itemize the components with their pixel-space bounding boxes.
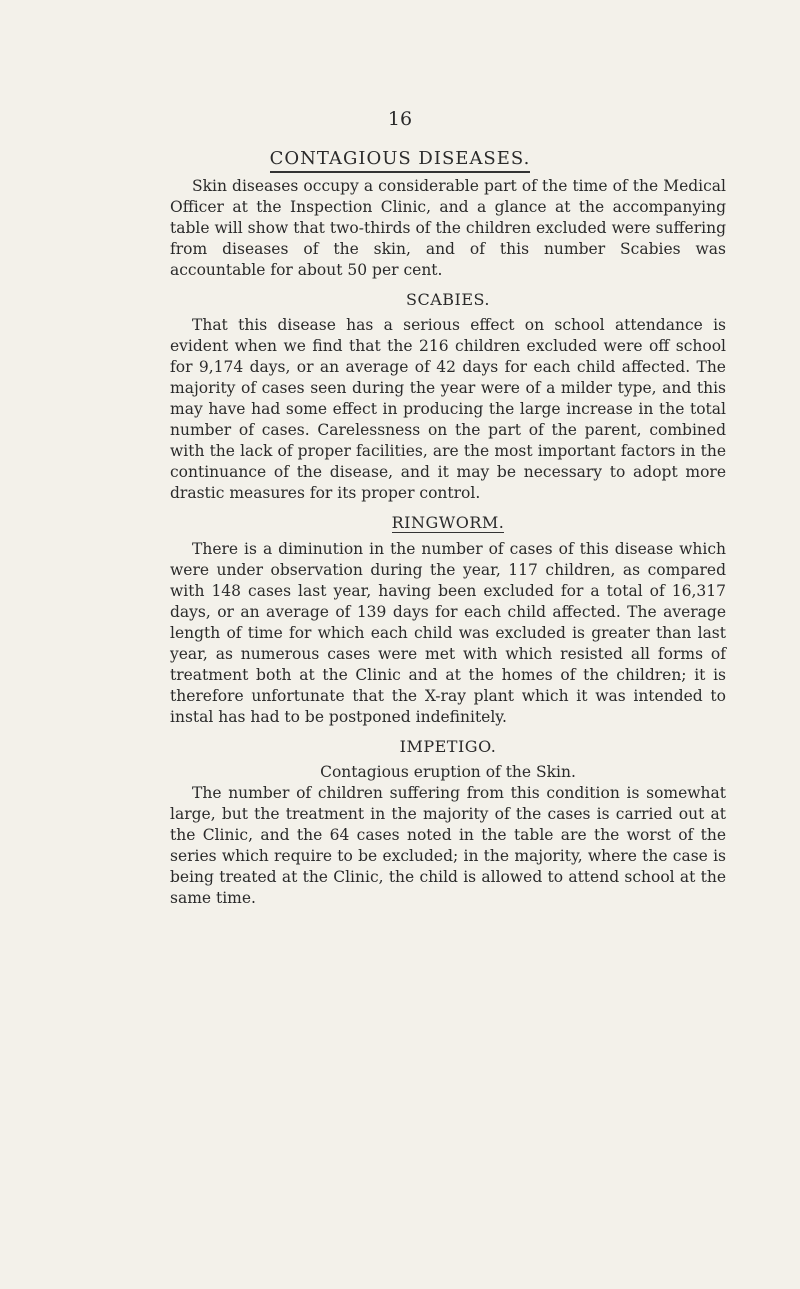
page-number: 16 <box>387 108 413 130</box>
section-heading-scabies: SCABIES. <box>406 290 490 309</box>
text-column <box>170 176 726 909</box>
section-heading-ringworm <box>170 513 726 533</box>
section-subheading-impetigo: Contagious eruption of the Skin. <box>320 763 576 781</box>
section-body-ringworm: There is a diminution in the number of cases of this disease which were under observation during the year, 117 children, as compared with 148 cases last year, having been excluded for a total of 16,317 days, or an average of 139 days for each child affected. The average length of time for which each child was excluded is greater than last year, as numerous cases were met with which resisted all forms of treatment both at the Clinic and at the homes of the children; it is therefore unfortunate that the X-ray plant which it was intended to instal has had to be postponed indefinitely. <box>170 540 726 726</box>
section-body-impetigo: The number of children suffering from this condition is somewhat large, but the treatment in the majority of the cases is carried out at the Clinic, and the 64 cases noted in the table are the worst of the series which require to be excluded; in the majority, where the case is being treated at the Clinic, the child is allowed to attend school at the same time. <box>170 784 726 907</box>
section-heading-ringworm-text: RINGWORM. <box>391 513 505 532</box>
page-title-text: CONTAGIOUS DISEASES. <box>270 148 531 173</box>
intro-paragraph: Skin diseases occupy a considerable part of the time of the Medical Officer at the Inspection Clinic, and a glance at the accompanying table will show that two-thirds of the children excluded were suffering from diseases of the skin, and of this number Scabies was accountable for about 50 per cent. <box>170 177 726 279</box>
section-heading-impetigo: IMPETIGO. <box>399 737 497 756</box>
section-body-scabies: That this disease has a serious effect on school attendance is evident when we find that the 216 children excluded were off school for 9,174 days, or an average of 42 days for each child affected. The majority of cases seen during the year were of a milder type, and this may have had some effect in producing the large increase in the total number of cases. Carelessness on the part of the parent, combined with the lack of proper facilities, are the most important factors in the continuance of the disease, and it may be necessary to adopt more drastic measures for its proper control. <box>170 316 726 502</box>
page-title <box>0 148 800 173</box>
